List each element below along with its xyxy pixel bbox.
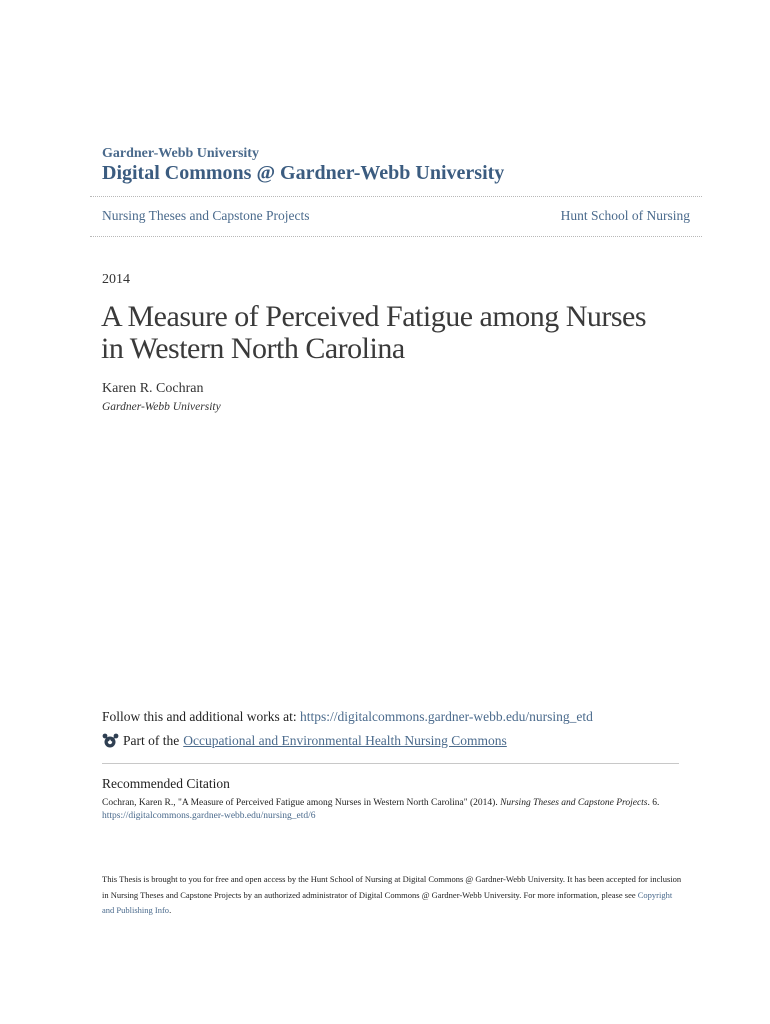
follow-line — [102, 709, 593, 725]
footer-end: . — [169, 905, 172, 915]
institution-name[interactable]: Gardner-Webb University — [102, 146, 259, 161]
citation-text: Cochran, Karen R., "A Measure of Perceived Fatigue among Nurses in Western North Carolina" (2014). — [102, 798, 501, 808]
publication-year: 2014 — [102, 272, 130, 287]
footer-text: This Thesis is brought to you for free and open access by the Hunt School of Nursing at Digital Commons @ Gardner-Webb University. It has been accepted for inclusion in Nursing Theses and Capstone Projects by an authorized administrator of Digital Commons @ Gardner-Webb University. For more information, please see — [102, 874, 682, 900]
follow-link[interactable]: https://digitalcommons.gardner-webb.edu/nursing_etd — [300, 709, 593, 724]
author-affiliation: Gardner-Webb University — [102, 401, 221, 413]
document-title: A Measure of Perceived Fatigue among Nurses in Western North Carolina — [101, 300, 647, 365]
follow-label: Follow this and additional works at: — [102, 709, 300, 724]
repository-name[interactable]: Digital Commons @ Gardner-Webb University — [102, 162, 505, 184]
divider-bottom — [90, 236, 702, 237]
breadcrumb-department[interactable]: Hunt School of Nursing — [560, 208, 690, 223]
citation-number: . 6. — [647, 798, 660, 808]
citation-block — [102, 797, 682, 823]
citation-series: Nursing Theses and Capstone Projects — [500, 798, 648, 808]
copyright-link[interactable]: Copyright and Publishing Info — [102, 889, 673, 915]
commons-link[interactable]: Occupational and Environmental Health Nursing Commons — [183, 733, 507, 748]
citation-heading: Recommended Citation — [102, 776, 230, 791]
breadcrumb-collection[interactable]: Nursing Theses and Capstone Projects — [102, 208, 310, 223]
network-icon — [102, 733, 119, 749]
part-of-line — [102, 733, 507, 749]
divider-top — [90, 196, 702, 197]
citation-link[interactable]: https://digitalcommons.gardner-webb.edu/nursing_etd/6 — [102, 811, 316, 821]
part-of-label: Part of the — [123, 733, 180, 748]
citation-divider — [102, 763, 679, 764]
access-notice — [102, 872, 682, 919]
author-name: Karen R. Cochran — [102, 381, 204, 396]
